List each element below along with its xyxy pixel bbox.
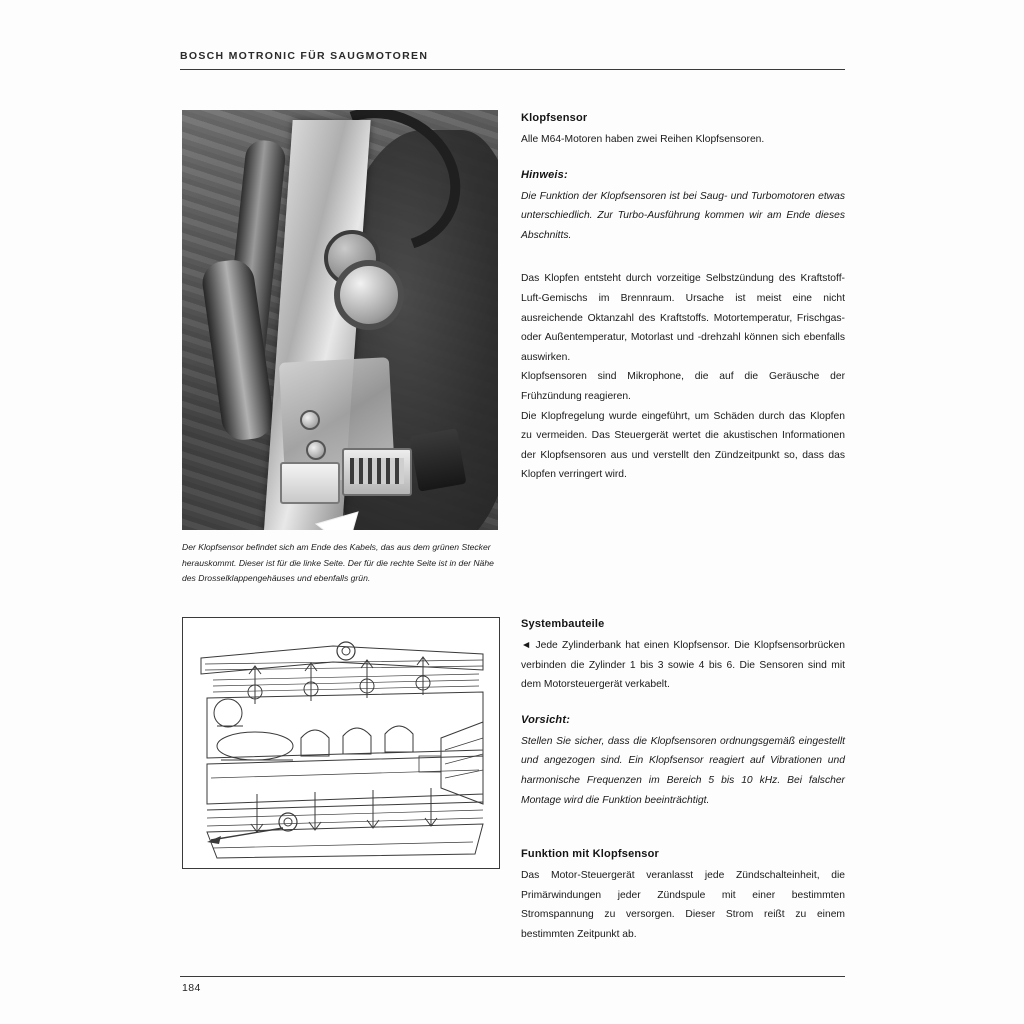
header-divider <box>180 69 845 70</box>
photo-knob <box>334 260 404 330</box>
engine-line-drawing <box>182 617 500 869</box>
callout-arrow-icon <box>280 510 372 530</box>
paragraph-systembauteile: ◄ Jede Zylinderbank hat einen Klopfsensor. Die Klopfsensorbrücken verbinden die Zylinder 1 bis 3 sowie 4 bis 6. Die Sensoren sind mit dem Motorsteuergerät verkabelt. <box>521 640 845 691</box>
footer-divider <box>180 976 845 977</box>
engine-drawing-svg <box>183 618 499 868</box>
photo-connector-white <box>280 462 340 504</box>
paragraph-hinweis: Die Funktion der Klopfsensoren ist bei Saug- und Turbomotoren etwas unterschiedlich. Zur Turbo-Ausführung kommen wir am Ende dieses Abschnitts. <box>521 190 845 241</box>
paragraph-intro: Alle M64-Motoren haben zwei Reihen Klopfsensoren. <box>521 134 765 145</box>
photo-screw-2 <box>306 440 326 460</box>
photo-connector-pins <box>350 458 404 484</box>
paragraph-klopfen-2: Klopfsensoren sind Mikrophone, die auf die Geräusche der Frühzündung reagieren. <box>521 371 845 402</box>
paragraph-klopfen-1: Das Klopfen entsteht durch vorzeitige Selbstzündung des Kraftstoff-Luft-Gemischs im Brennraum. Ursache ist meist eine nicht ausreichende Oktanzahl des Kraftstoffs. Motortemperatur, Frischgas- oder Außentemperatur, Motorlast und -drehzahl können sich ebenfalls auswirken. <box>521 273 845 363</box>
heading-vorsicht: Vorsicht: <box>521 713 571 726</box>
knock-sensor-photo <box>182 110 498 530</box>
heading-klopfsensor: Klopfsensor <box>521 112 588 124</box>
photo-screw-1 <box>300 410 320 430</box>
photo-connector-black <box>410 428 467 491</box>
paragraph-funktion: Das Motor-Steuergerät veranlasst jede Zündschalteinheit, die Primärwindungen jeder Zündspule mit einer bestimmten Stromspannung zu versorgen. Dieser Strom reißt zu einem bestimmten Zeitpunkt ab. <box>521 870 845 940</box>
running-head: BOSCH MOTRONIC FÜR SAUGMOTOREN <box>180 50 429 62</box>
page-header <box>180 50 845 72</box>
right-column-section-3 <box>521 848 845 944</box>
paragraph-vorsicht: Stellen Sie sicher, dass die Klopfsensoren ordnungsgemäß eingestellt und angezogen sind. Ein Klopfsensor reagiert auf Vibrationen und harmonische Frequenzen im Bereich 5 bis 10 kHz. Bei falscher Montage wird die Funktion beeinträchtigt. <box>521 735 845 806</box>
heading-systembauteile: Systembauteile <box>521 618 605 630</box>
right-column-section-2 <box>521 618 845 810</box>
page-number: 184 <box>182 982 201 994</box>
heading-funktion-mit-klopfsensor: Funktion mit Klopfsensor <box>521 848 660 860</box>
right-column-section-1 <box>521 112 845 485</box>
heading-hinweis: Hinweis: <box>521 168 568 181</box>
paragraph-klopfen-3: Die Klopfregelung wurde eingeführt, um Schäden durch das Klopfen zu vermeiden. Das Steuergerät wertet die akustischen Informationen der Klopfsensoren aus und verstellt den Zündzeitpunkt so, dass das Klopfen verringert wird. <box>521 410 845 481</box>
photo-connector-green <box>342 448 412 496</box>
photo-caption: Der Klopfsensor befindet sich am Ende des Kabels, das aus dem grünen Stecker herauskommt. Dieser ist für die linke Seite. Der für die rechte Seite ist in der Nähe des Drosselklappengehäuses und ebenfalls grün. <box>182 542 494 583</box>
